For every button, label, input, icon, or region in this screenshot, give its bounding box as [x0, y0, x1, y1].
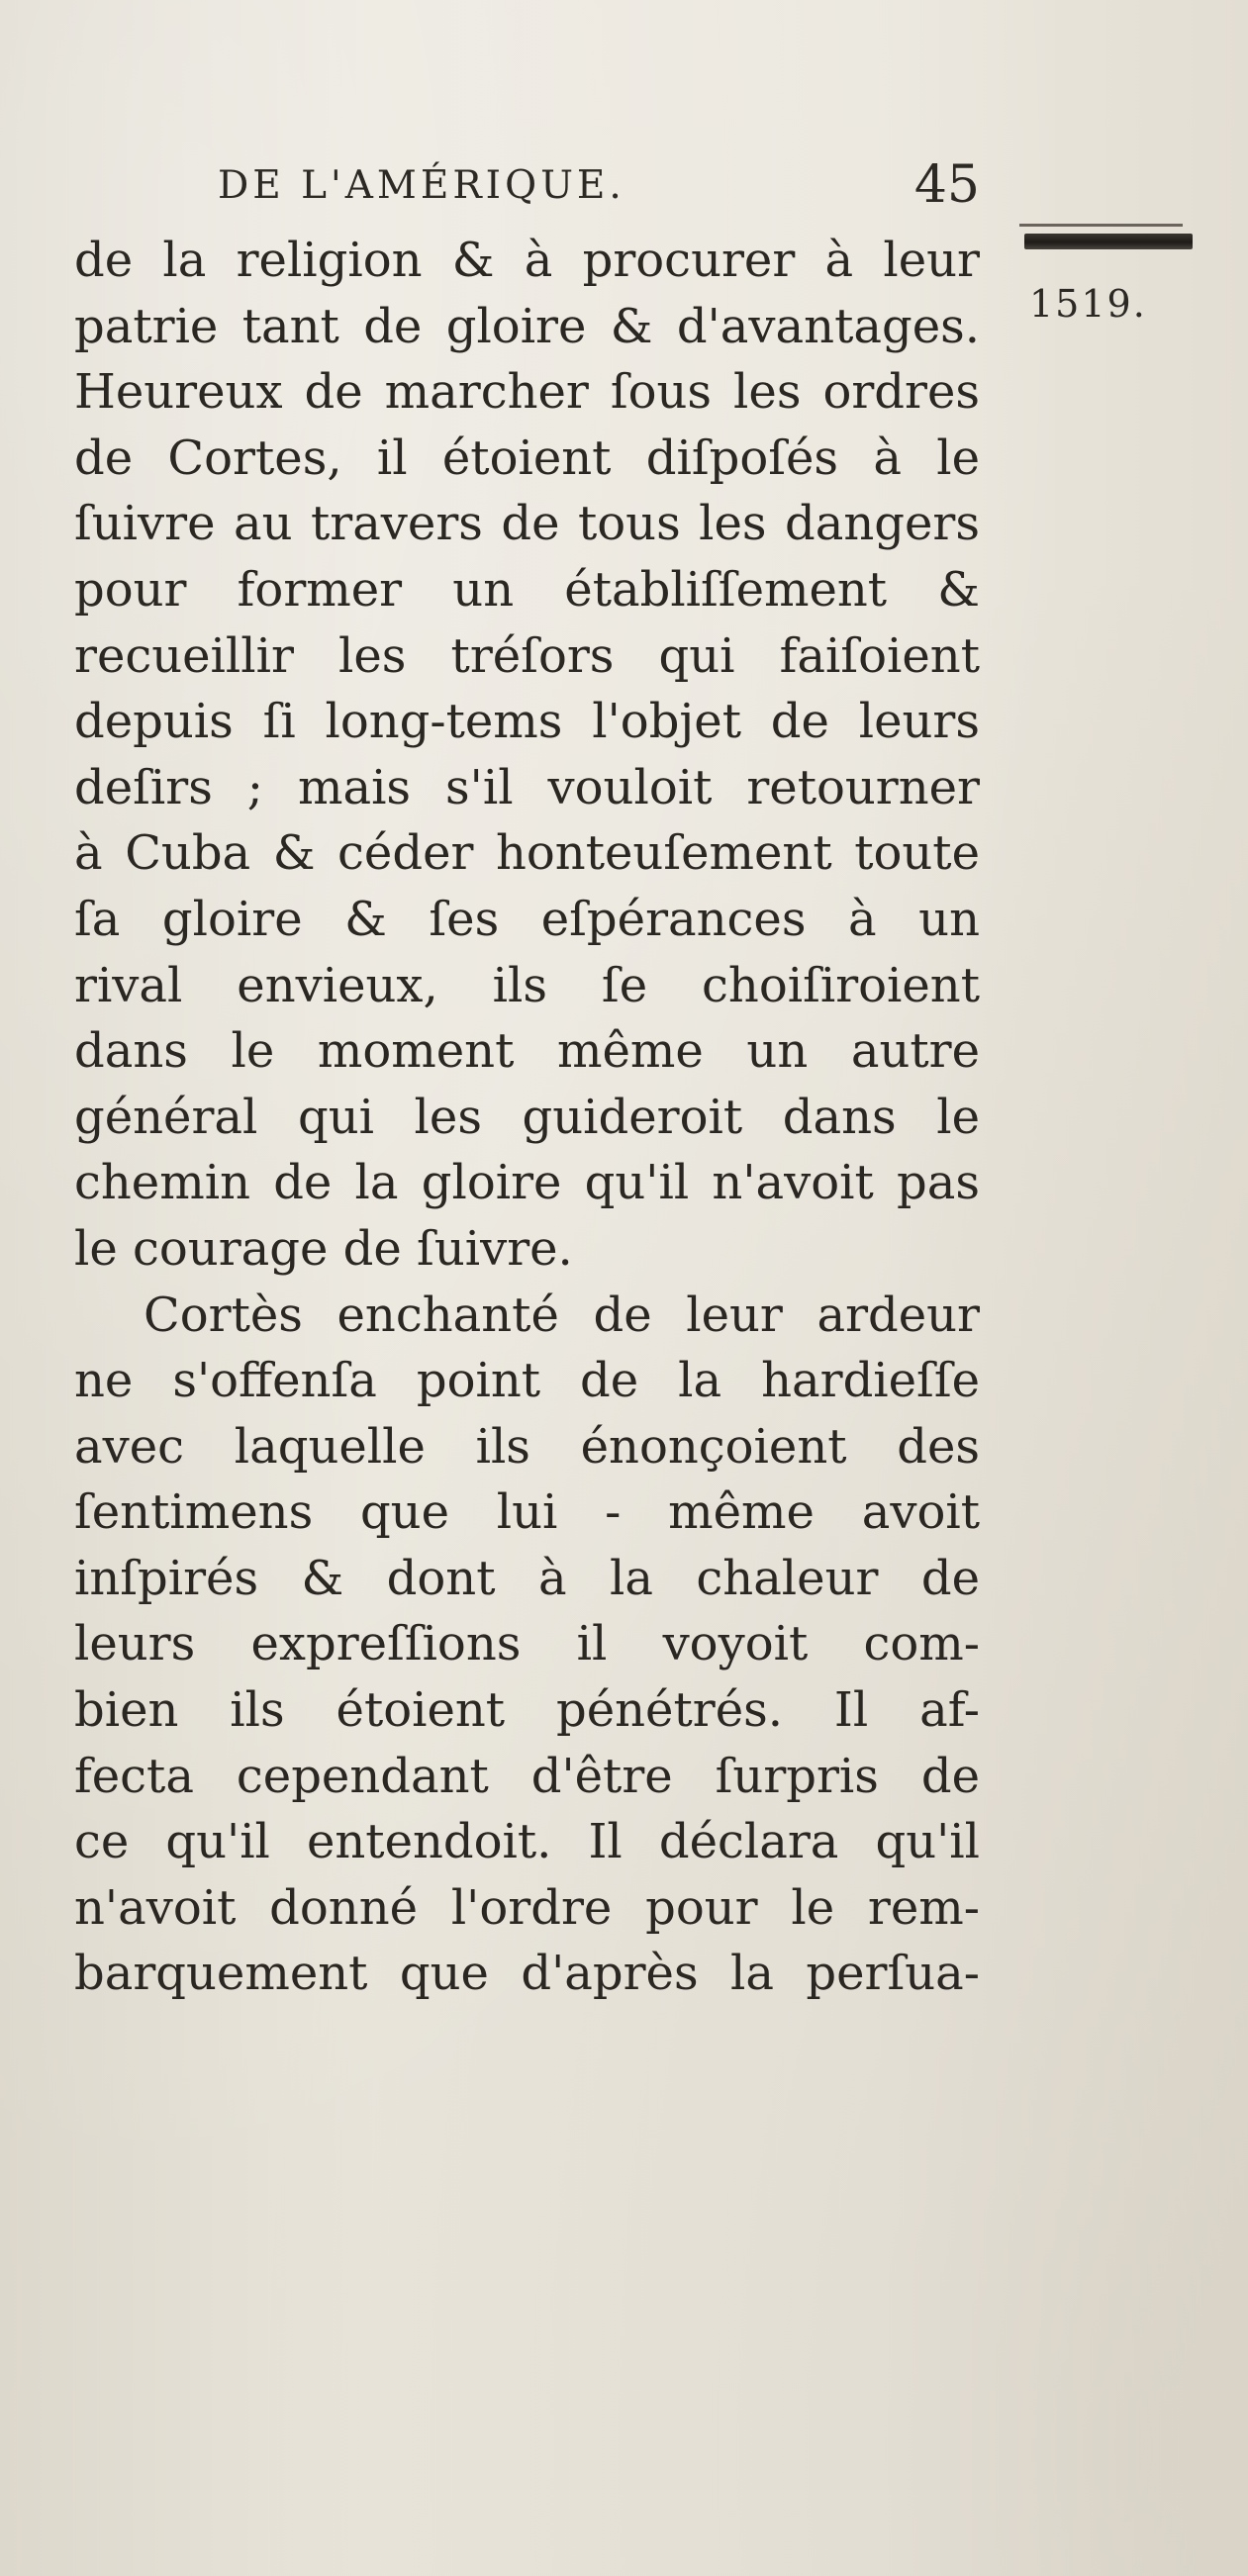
page-number: 45	[913, 155, 980, 215]
text-line: ne s'offenſa point de la hardieſſe	[74, 1353, 980, 1409]
text-line: depuis ſi long-tems l'objet de leurs	[74, 694, 980, 750]
text-line: fecta cependant d'être ſurpris de	[74, 1748, 980, 1804]
text-line: ſuivre au travers de tous les dangers	[74, 496, 980, 552]
text-line: recueillir les tréſors qui faiſoient	[74, 627, 980, 684]
body-text	[74, 228, 980, 2007]
text-line: leurs expreſſions il voyoit com-	[74, 1616, 980, 1672]
text-line: à Cuba & céder honteuſement toute	[74, 825, 980, 882]
text-line: rival envieux, ils ſe choiſiroient	[74, 957, 980, 1013]
text-line: n'avoit donné l'ordre pour le rem-	[74, 1879, 980, 1936]
text-line: Heureux de marcher ſous les ordres	[74, 364, 980, 421]
text-line: ſentimens que lui - même avoit	[74, 1484, 980, 1541]
running-title: DE L'AMÉRIQUE.	[218, 163, 625, 208]
text-line: barquement que d'après la perſua-	[74, 1946, 980, 2002]
text-line: inſpirés & dont à la chaleur de	[74, 1550, 980, 1606]
text-line: patrie tant de gloire & d'avantages.	[74, 298, 980, 354]
text-line: le courage de ſuivre.	[74, 1220, 573, 1277]
text-line: de Cortes, il étoient diſpoſés à le	[74, 429, 980, 486]
text-line: bien ils étoient pénétrés. Il af-	[74, 1682, 980, 1739]
text-line: chemin de la gloire qu'il n'avoit pas	[74, 1155, 980, 1211]
text-line: général qui les guideroit dans le	[74, 1089, 980, 1145]
margin-rule-thin	[1019, 224, 1183, 227]
text-line: ce qu'il entendoit. Il déclara qu'il	[74, 1814, 980, 1870]
text-line: deſirs ; mais s'il vouloit retourner	[74, 759, 980, 815]
page-header	[218, 155, 980, 223]
text-line: Cortès enchanté de leur ardeur	[144, 1287, 980, 1343]
text-line: dans le moment même un autre	[74, 1023, 980, 1080]
margin-year: 1519.	[1029, 282, 1147, 326]
paragraph-1	[74, 228, 980, 1283]
text-line: de la religion & à procurer à leur	[74, 233, 980, 288]
text-line: ſa gloire & ſes eſpérances à un	[74, 891, 980, 947]
text-line: avec laquelle ils énonçoient des	[74, 1418, 980, 1475]
paragraph-2	[74, 1283, 980, 2008]
margin-rule	[1024, 234, 1193, 249]
text-line: pour former un établiſſement &	[74, 561, 980, 618]
